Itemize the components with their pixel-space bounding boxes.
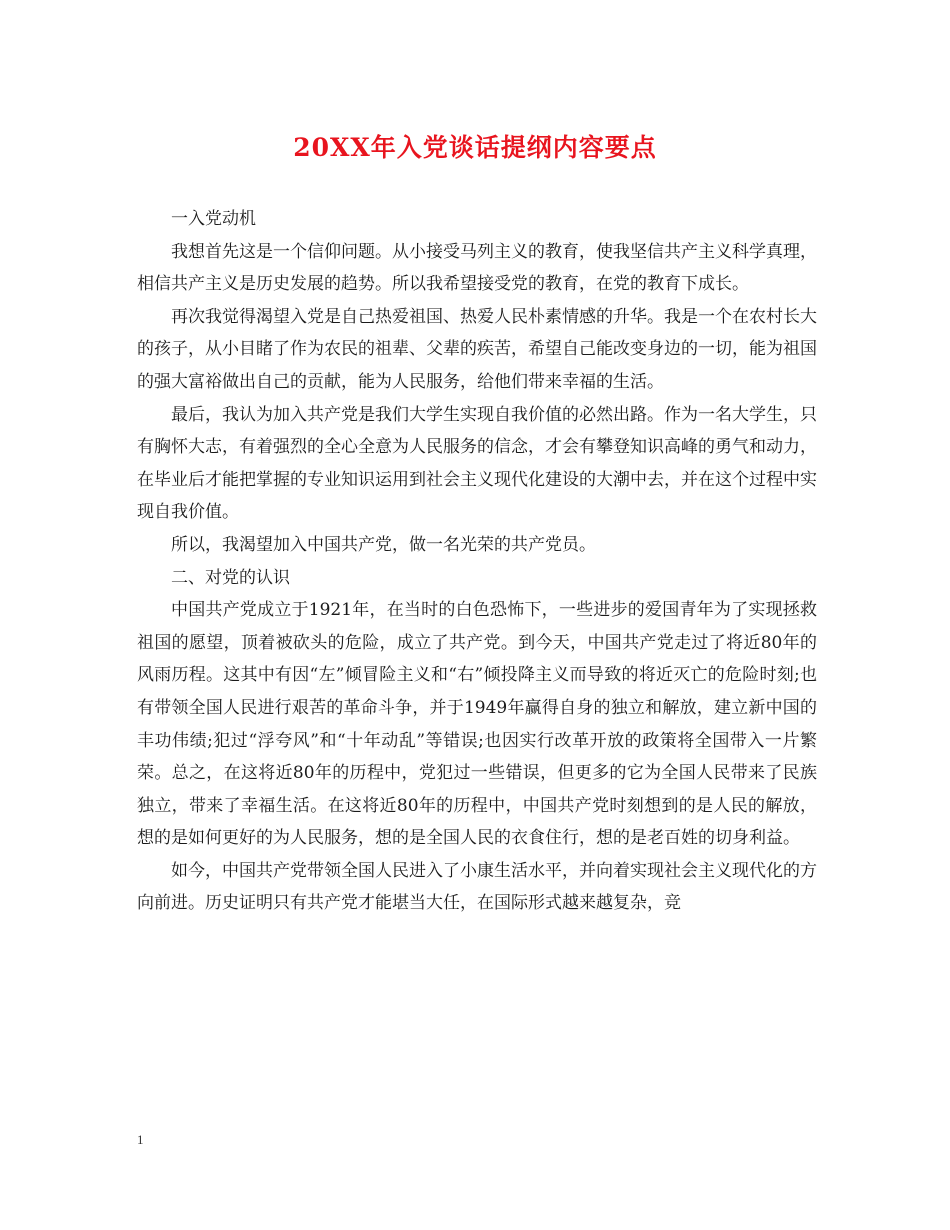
- body-paragraph: 中国共产党成立于1921年，在当时的白色恐怖下，一些进步的爱国青年为了实现拯救祖国的愿望，顶着被砍头的危险，成立了共产党。到今天，中国共产党走过了将近80年的风雨历程。这其中有因“左”倾冒险主义和“右”倾投降主义而导致的将近灭亡的危险时刻;也有带领全国人民进行艰苦的革命斗争，并于1949年赢得自身的独立和解放，建立新中国的丰功伟绩;犯过“浮夸风”和“十年动乱”等错误;也因实行改革开放的政策将全国带入一片繁荣。总之，在这将近80年的历程中，党犯过一些错误，但更多的它为全国人民带来了民族独立，带来了幸福生活。在这将近80年的历程中，中国共产党时刻想到的是人民的解放，想的是如何更好的为人民服务，想的是全国人民的衣食住行，想的是老百姓的切身利益。: [137, 600, 817, 849]
- document-body: [137, 203, 817, 920]
- document-title: 20XX年入党谈话提纲内容要点: [293, 133, 657, 162]
- body-paragraph: 所以，我渴望加入中国共产党，做一名光荣的共产党员。: [171, 534, 596, 555]
- body-paragraph: 如今，中国共产党带领全国人民进入了小康生活水平，并向着实现社会主义现代化的方向前进。历史证明只有共产党才能堪当大任，在国际形式越来越复杂，竞: [137, 860, 817, 914]
- section-heading-understanding: 二、对党的认识: [171, 567, 290, 588]
- section-heading-motivation: 一入党动机: [171, 209, 256, 229]
- body-paragraph: 再次我觉得渴望入党是自己热爱祖国、热爱人民朴素情感的升华。我是一个在农村长大的孩子，从小目睹了作为农民的祖辈、父辈的疾苦，希望自己能改变身边的一切，能为祖国的强大富裕做出自己的贡献，能为人民服务，给他们带来幸福的生活。: [137, 306, 817, 392]
- page-number: 1: [137, 1132, 144, 1147]
- body-paragraph: 最后，我认为加入共产党是我们大学生实现自我价值的必然出路。作为一名大学生，只有胸怀大志，有着强烈的全心全意为人民服务的信念，才会有攀登知识高峰的勇气和动力，在毕业后才能把掌握的专业知识运用到社会主义现代化建设的大潮中去，并在这个过程中实现自我价值。: [137, 404, 817, 523]
- body-paragraph: 我想首先这是一个信仰问题。从小接受马列主义的教育，使我坚信共产主义科学真理，相信共产主义是历史发展的趋势。所以我希望接受党的教育，在党的教育下成长。: [137, 241, 817, 295]
